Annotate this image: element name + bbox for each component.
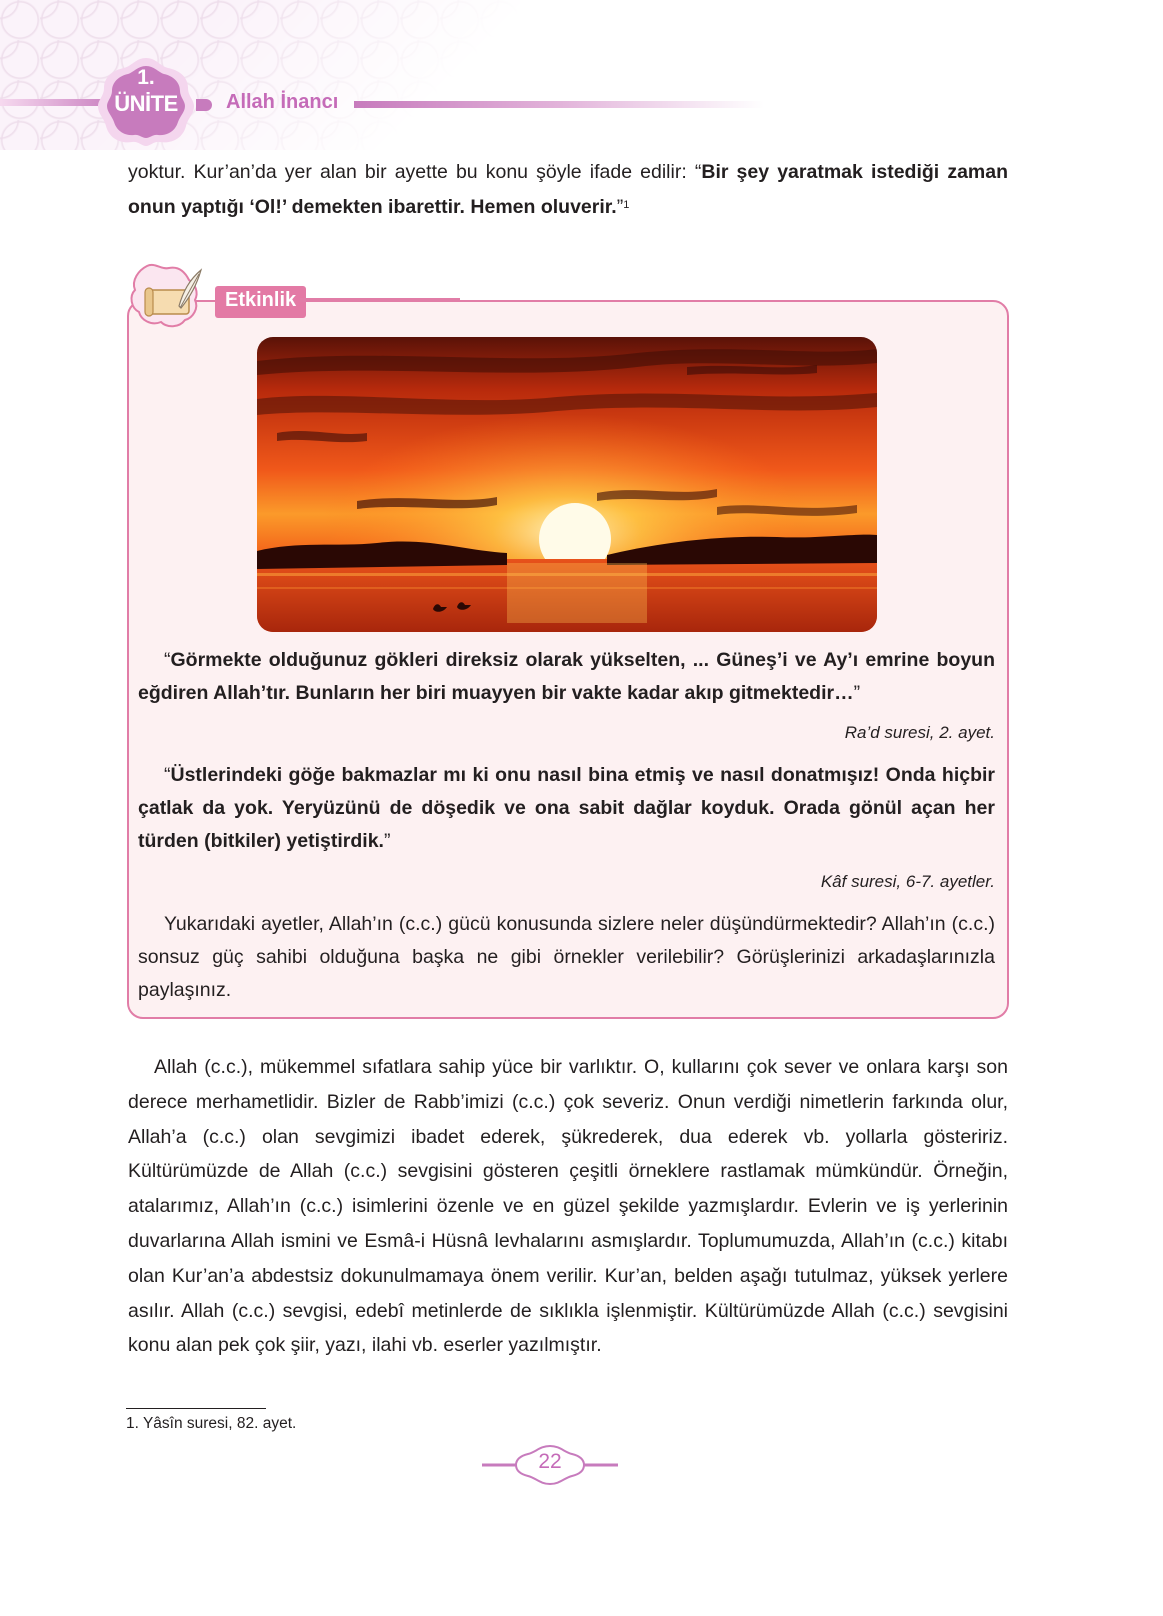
intro-end: ”: [616, 196, 624, 218]
unit-number: 1.: [137, 66, 155, 89]
quote-2-source: Kâf suresi, 6-7. ayetler.: [820, 872, 995, 891]
quote-1-open: “: [164, 649, 171, 671]
quote-2-open: “: [164, 764, 171, 786]
unit-tab: [196, 99, 212, 111]
quote-1-source: Ra’d suresi, 2. ayet.: [844, 723, 995, 742]
unit-title-rule: [354, 101, 764, 108]
intro-quote: Bir şey yaratmak istediği zaman onun yaptığı ‘Ol!’ demekten ibarettir. Hemen oluverir.: [128, 161, 1009, 218]
activity-question: [138, 908, 995, 1007]
unit-badge: [98, 56, 194, 148]
quote-1-close: ”: [853, 682, 861, 704]
unit-word: ÜNİTE: [114, 91, 178, 116]
quote-1: [138, 644, 995, 710]
body-paragraph: [128, 1050, 1008, 1363]
unit-title: Allah İnancı: [226, 91, 339, 113]
footnote-rule: [126, 1408, 266, 1409]
sunset-photo: [257, 337, 877, 632]
header-pattern: [0, 0, 520, 150]
activity-question-text: Yukarıdaki ayetler, Allah’ın (c.c.) gücü konusunda sizlere neler düşündürmektedir? Allah’ın (c.c.) sonsuz güç sahibi olduğuna başka ne gibi örnekler verilebilir? Görüşlerinizi arkadaşlarınızla paylaşınız.: [138, 913, 995, 1001]
quote-1-text: Görmekte olduğunuz gökleri direksiz olarak yükselten, ... Güneş’i ve Ay’ı emrine boyun eğdiren Allah’tır. Bunların her biri muayyen bir vakte kadar akıp gitmektedir…: [138, 649, 995, 704]
activity-label-rule: [300, 298, 460, 302]
body-text: Allah (c.c.), mükemmel sıfatlara sahip yüce bir varlıktır. O, kullarını çok sever ve onlara karşı son derece merhametlidir. Bizler de Rabb’imizi (c.c.) çok severiz. Onun verdiği nimetlerin farkında olur, Allah’a (c.c.) olan sevgimizi ibadet ederek, şükrederek, dua ederek vb. yollarla gösteririz. Kültürümüzde de Allah (c.c.) sevgisini gösteren çeşitli örneklere rastlamak mümkündür. Örneğin, atalarımız, Allah’ın (c.c.) isimlerini özenle ve en güzel şekilde yazmışlardır. Evlerin ve iş yerlerinin duvarlarına Allah ismini ve Esmâ-i Hüsnâ levhalarını asmışlardır. Toplumumuzda, Allah’ın (c.c.) kitabı olan Kur’an’a abdestsiz dokunulmamaya önem verilir. Kur’an, belden aşağı tutulmaz, yüksek yerlere asılır. Allah (c.c.) sevgisi, edebî metinlerde de sıklıkla işlenmiştir. Kültürümüzde Allah (c.c.) sevgisini konu alan pek çok şiir, yazı, ilahi vb. eserler yazılmıştır.: [128, 1056, 1008, 1357]
quote-2: [138, 759, 995, 858]
intro-text: yoktur. Kur’an’da yer alan bir ayette bu konu şöyle ifade edilir: “: [128, 161, 702, 183]
quote-2-close: ”: [383, 830, 391, 852]
activity-label: Etkinlik: [215, 286, 306, 318]
quote-2-text: Üstlerindeki göğe bakmazlar mı ki onu nasıl bina etmiş ve nasıl donatmışız! Onda hiçbir çatlak da yok. Yeryüzünü de döşedik ve ona sabit dağlar koyduk. Orada gönül açan her türden (bitkiler) yetiştirdik.: [138, 764, 995, 852]
footnote: 1. Yâsîn suresi, 82. ayet.: [126, 1415, 297, 1432]
footnote-ref: 1: [623, 199, 630, 211]
sunset-image: [257, 337, 877, 632]
scroll-quill-icon: [127, 262, 227, 332]
page-number: 22: [538, 1450, 562, 1473]
intro-paragraph: [128, 155, 1008, 225]
